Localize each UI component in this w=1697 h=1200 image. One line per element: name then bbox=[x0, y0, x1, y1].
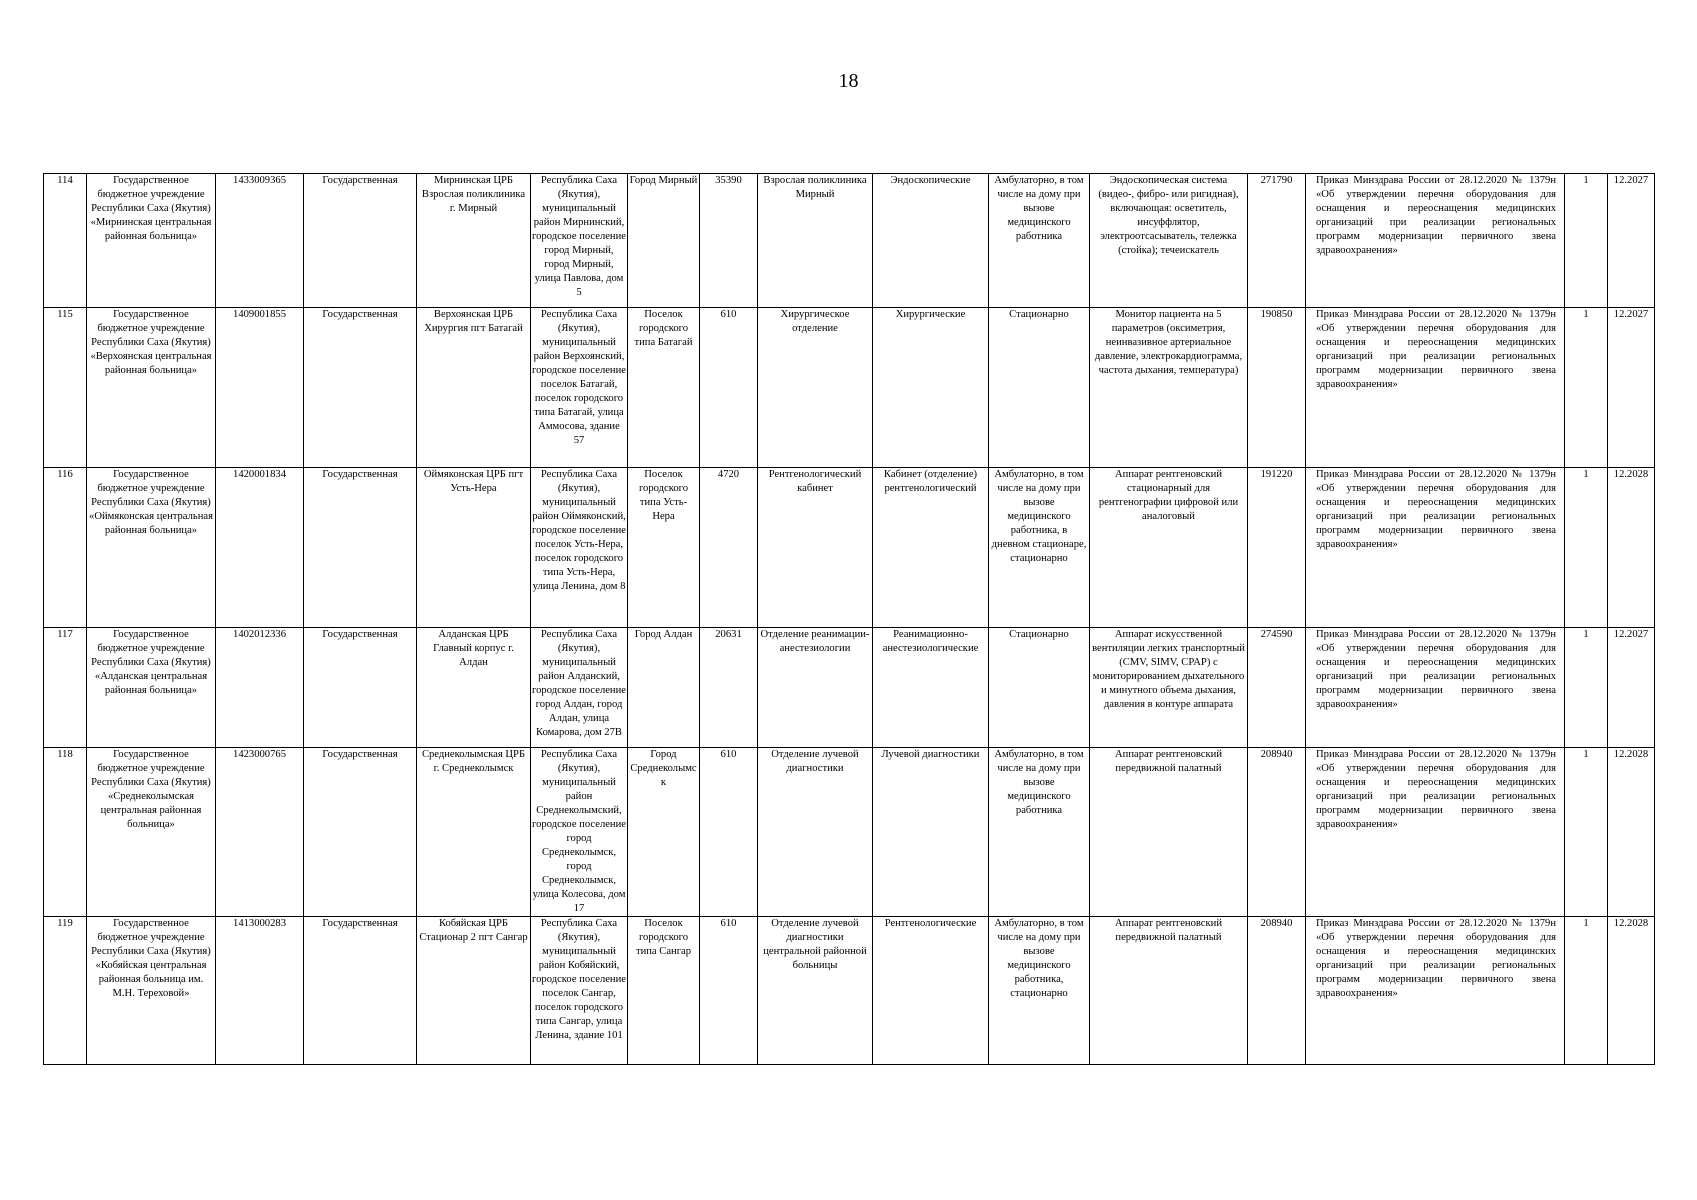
ownership-form-cell: Государственная bbox=[304, 468, 417, 628]
legal-basis-cell: Приказ Минздрава России от 28.12.2020 № 1379н «Об утверждении перечня оборудования для оснащения и переоснащения медицинских организаций при реализации региональных программ модернизации первичного звена здравоохранения» bbox=[1306, 917, 1565, 1065]
ownership-form-cell: Государственная bbox=[304, 174, 417, 308]
delivery-date-cell: 12.2027 bbox=[1608, 628, 1655, 748]
page-number: 18 bbox=[838, 70, 859, 92]
population-cell: 4720 bbox=[700, 468, 758, 628]
row-number-cell: 119 bbox=[44, 917, 87, 1065]
address-cell: Республика Саха (Якутия), муниципальный район Оймяконский, городское поселение поселок Усть-Нера, поселок городского типа Усть-Нера, улица Ленина, дом 8 bbox=[531, 468, 628, 628]
row-number-cell: 118 bbox=[44, 748, 87, 917]
ownership-form-cell: Государственная bbox=[304, 917, 417, 1065]
equipment-name-cell: Эндоскопическая система (видео-, фибро- или ригидная), включающая: осветитель, инсуффлятор, электроотсасыватель, тележка (стойка); течеискатель bbox=[1090, 174, 1248, 308]
equipment-code-cell: 271790 bbox=[1248, 174, 1306, 308]
quantity-cell: 1 bbox=[1565, 917, 1608, 1065]
legal-basis-cell: Приказ Минздрава России от 28.12.2020 № 1379н «Об утверждении перечня оборудования для оснащения и переоснащения медицинских организаций при реализации региональных программ модернизации первичного звена здравоохранения» bbox=[1306, 308, 1565, 468]
department-cell: Отделение лучевой диагностики центральной районной больницы bbox=[758, 917, 873, 1065]
care-conditions-cell: Стационарно bbox=[989, 308, 1090, 468]
equipment-name-cell: Аппарат искусственной вентиляции легких транспортный (CMV, SIMV, CPAP) с мониторированием дыхательного и минутного объема дыхания, давления в контуре аппарата bbox=[1090, 628, 1248, 748]
division-cell: Оймяконская ЦРБ пгт Усть-Нера bbox=[417, 468, 531, 628]
table-row bbox=[44, 468, 1655, 628]
row-number-cell: 117 bbox=[44, 628, 87, 748]
quantity-cell: 1 bbox=[1565, 174, 1608, 308]
inn-cell: 1423000765 bbox=[216, 748, 304, 917]
population-cell: 610 bbox=[700, 748, 758, 917]
department-cell: Хирургическое отделение bbox=[758, 308, 873, 468]
equipment-name-cell: Монитор пациента на 5 параметров (оксиметрия, неинвазивное артериальное давление, электрокардиограмма, частота дыхания, температура) bbox=[1090, 308, 1248, 468]
table-row bbox=[44, 917, 1655, 1065]
population-cell: 610 bbox=[700, 308, 758, 468]
department-cell: Отделение лучевой диагностики bbox=[758, 748, 873, 917]
delivery-date-cell: 12.2028 bbox=[1608, 917, 1655, 1065]
address-cell: Республика Саха (Якутия), муниципальный район Верхоянский, городское поселение поселок Батагай, поселок городского типа Батагай, улица Аммосова, здание 57 bbox=[531, 308, 628, 468]
division-cell: Верхоянская ЦРБ Хирургия пгт Батагай bbox=[417, 308, 531, 468]
division-cell: Алданская ЦРБ Главный корпус г. Алдан bbox=[417, 628, 531, 748]
row-number-cell: 116 bbox=[44, 468, 87, 628]
ownership-form-cell: Государственная bbox=[304, 308, 417, 468]
organization-name-cell: Государственное бюджетное учреждение Республики Саха (Якутия) «Оймяконская центральная районная больница» bbox=[87, 468, 216, 628]
care-conditions-cell: Амбулаторно, в том числе на дому при вызове медицинского работника bbox=[989, 174, 1090, 308]
organization-name-cell: Государственное бюджетное учреждение Республики Саха (Якутия) «Кобяйская центральная районная больница им. М.Н. Тереховой» bbox=[87, 917, 216, 1065]
legal-basis-cell: Приказ Минздрава России от 28.12.2020 № 1379н «Об утверждении перечня оборудования для оснащения и переоснащения медицинских организаций при реализации региональных программ модернизации первичного звена здравоохранения» bbox=[1306, 628, 1565, 748]
inn-cell: 1413000283 bbox=[216, 917, 304, 1065]
equipment-code-cell: 274590 bbox=[1248, 628, 1306, 748]
population-cell: 20631 bbox=[700, 628, 758, 748]
address-cell: Республика Саха (Якутия), муниципальный район Мирнинский, городское поселение город Мирный, город Мирный, улица Павлова, дом 5 bbox=[531, 174, 628, 308]
equipment-code-cell: 191220 bbox=[1248, 468, 1306, 628]
legal-basis-cell: Приказ Минздрава России от 28.12.2020 № 1379н «Об утверждении перечня оборудования для оснащения и переоснащения медицинских организаций при реализации региональных программ модернизации первичного звена здравоохранения» bbox=[1306, 468, 1565, 628]
delivery-date-cell: 12.2028 bbox=[1608, 468, 1655, 628]
profile-cell: Рентгенологические bbox=[873, 917, 989, 1065]
table-row bbox=[44, 174, 1655, 308]
equipment-registry-table bbox=[43, 173, 1655, 1065]
address-cell: Республика Саха (Якутия), муниципальный район Алданский, городское поселение город Алдан, город Алдан, улица Комарова, дом 27В bbox=[531, 628, 628, 748]
delivery-date-cell: 12.2027 bbox=[1608, 174, 1655, 308]
division-cell: Мирнинская ЦРБ Взрослая поликлиника г. Мирный bbox=[417, 174, 531, 308]
quantity-cell: 1 bbox=[1565, 628, 1608, 748]
equipment-code-cell: 208940 bbox=[1248, 917, 1306, 1065]
care-conditions-cell: Амбулаторно, в том числе на дому при вызове медицинского работника, стационарно bbox=[989, 917, 1090, 1065]
organization-name-cell: Государственное бюджетное учреждение Республики Саха (Якутия) «Алданская центральная районная больница» bbox=[87, 628, 216, 748]
settlement-cell: Город Среднеколымск bbox=[628, 748, 700, 917]
settlement-cell: Поселок городского типа Батагай bbox=[628, 308, 700, 468]
inn-cell: 1433009365 bbox=[216, 174, 304, 308]
delivery-date-cell: 12.2028 bbox=[1608, 748, 1655, 917]
equipment-code-cell: 208940 bbox=[1248, 748, 1306, 917]
row-number-cell: 114 bbox=[44, 174, 87, 308]
quantity-cell: 1 bbox=[1565, 468, 1608, 628]
organization-name-cell: Государственное бюджетное учреждение Республики Саха (Якутия) «Мирнинская центральная районная больница» bbox=[87, 174, 216, 308]
table-row bbox=[44, 748, 1655, 917]
quantity-cell: 1 bbox=[1565, 308, 1608, 468]
ownership-form-cell: Государственная bbox=[304, 748, 417, 917]
legal-basis-cell: Приказ Минздрава России от 28.12.2020 № 1379н «Об утверждении перечня оборудования для оснащения и переоснащения медицинских организаций при реализации региональных программ модернизации первичного звена здравоохранения» bbox=[1306, 748, 1565, 917]
profile-cell: Хирургические bbox=[873, 308, 989, 468]
care-conditions-cell: Амбулаторно, в том числе на дому при вызове медицинского работника, в дневном стационаре, стационарно bbox=[989, 468, 1090, 628]
profile-cell: Лучевой диагностики bbox=[873, 748, 989, 917]
inn-cell: 1420001834 bbox=[216, 468, 304, 628]
table-row bbox=[44, 628, 1655, 748]
ownership-form-cell: Государственная bbox=[304, 628, 417, 748]
inn-cell: 1402012336 bbox=[216, 628, 304, 748]
care-conditions-cell: Амбулаторно, в том числе на дому при вызове медицинского работника bbox=[989, 748, 1090, 917]
equipment-name-cell: Аппарат рентгеновский стационарный для рентгенографии цифровой или аналоговый bbox=[1090, 468, 1248, 628]
equipment-name-cell: Аппарат рентгеновский передвижной палатный bbox=[1090, 748, 1248, 917]
equipment-name-cell: Аппарат рентгеновский передвижной палатный bbox=[1090, 917, 1248, 1065]
department-cell: Отделение реанимации-анестезиологии bbox=[758, 628, 873, 748]
address-cell: Республика Саха (Якутия), муниципальный район Кобяйский, городское поселение поселок Сангар, поселок городского типа Сангар, улица Ленина, здание 101 bbox=[531, 917, 628, 1065]
population-cell: 35390 bbox=[700, 174, 758, 308]
division-cell: Среднеколымская ЦРБ г. Среднеколымск bbox=[417, 748, 531, 917]
department-cell: Рентгенологический кабинет bbox=[758, 468, 873, 628]
delivery-date-cell: 12.2027 bbox=[1608, 308, 1655, 468]
quantity-cell: 1 bbox=[1565, 748, 1608, 917]
settlement-cell: Город Алдан bbox=[628, 628, 700, 748]
care-conditions-cell: Стационарно bbox=[989, 628, 1090, 748]
profile-cell: Реанимационно-анестезиологические bbox=[873, 628, 989, 748]
settlement-cell: Поселок городского типа Усть-Нера bbox=[628, 468, 700, 628]
equipment-code-cell: 190850 bbox=[1248, 308, 1306, 468]
profile-cell: Эндоскопические bbox=[873, 174, 989, 308]
division-cell: Кобяйская ЦРБ Стационар 2 пгт Сангар bbox=[417, 917, 531, 1065]
profile-cell: Кабинет (отделение) рентгенологический bbox=[873, 468, 989, 628]
row-number-cell: 115 bbox=[44, 308, 87, 468]
organization-name-cell: Государственное бюджетное учреждение Республики Саха (Якутия) «Среднеколымская центральная районная больница» bbox=[87, 748, 216, 917]
settlement-cell: Поселок городского типа Сангар bbox=[628, 917, 700, 1065]
department-cell: Взрослая поликлиника Мирный bbox=[758, 174, 873, 308]
population-cell: 610 bbox=[700, 917, 758, 1065]
settlement-cell: Город Мирный bbox=[628, 174, 700, 308]
inn-cell: 1409001855 bbox=[216, 308, 304, 468]
address-cell: Республика Саха (Якутия), муниципальный район Среднеколымский, городское поселение город Среднеколымск, город Среднеколымск, улица Колесова, дом 17 bbox=[531, 748, 628, 917]
table-row bbox=[44, 308, 1655, 468]
registry-rows bbox=[44, 174, 1655, 1065]
organization-name-cell: Государственное бюджетное учреждение Республики Саха (Якутия) «Верхоянская центральная районная больница» bbox=[87, 308, 216, 468]
legal-basis-cell: Приказ Минздрава России от 28.12.2020 № 1379н «Об утверждении перечня оборудования для оснащения и переоснащения медицинских организаций при реализации региональных программ модернизации первичного звена здравоохранения» bbox=[1306, 174, 1565, 308]
